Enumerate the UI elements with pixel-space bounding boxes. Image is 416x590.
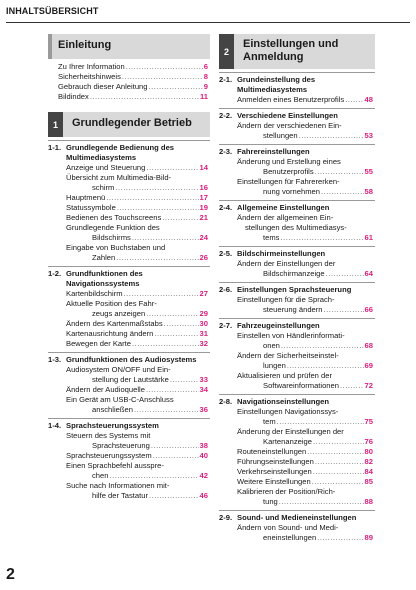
subsection-text: Sprachsteuerungssystem [66, 421, 159, 430]
subsection-number: 2-9. [219, 513, 233, 522]
entry-page: 76 [364, 437, 373, 446]
entry-text: stellungen des Multimediasys- [245, 223, 347, 232]
dot-leader [164, 319, 199, 329]
entry-page: 9 [203, 82, 208, 91]
toc-entry[interactable] [48, 193, 210, 203]
toc-entry[interactable] [219, 157, 375, 177]
entry-text: Führungseinstellungen [237, 457, 314, 466]
entry-page: 36 [199, 405, 208, 414]
dot-leader [317, 533, 363, 543]
entry-text: Ändern des Kartenmaßstabs [66, 319, 163, 328]
toc-subsection [219, 144, 375, 197]
entry-page: 24 [199, 233, 208, 242]
entry-text: Softwareinformationen [263, 381, 339, 390]
toc-entry[interactable] [219, 487, 375, 507]
subsection-title[interactable] [219, 108, 375, 121]
toc-subsection [219, 200, 375, 243]
subsection-title[interactable] [219, 510, 375, 523]
right-column [219, 34, 375, 543]
toc-entry[interactable] [219, 427, 375, 447]
entry-text: Änderung und Erstellung eines [237, 157, 341, 166]
entry-page: 29 [199, 309, 208, 318]
entry-page: 30 [199, 319, 208, 328]
subsection-title[interactable] [219, 246, 375, 259]
dot-leader [313, 437, 364, 447]
entry-text: Anzeige und Steuerung [66, 163, 146, 172]
dot-leader [149, 82, 203, 92]
toc-entry[interactable] [48, 62, 210, 72]
subsection-title[interactable] [48, 352, 210, 365]
toc-entry[interactable] [48, 431, 210, 451]
entry-text: Zahlen [92, 253, 116, 262]
subsection-text: Fahrzeugeinstellungen [237, 321, 320, 330]
toc-entry[interactable] [48, 163, 210, 173]
toc-entry[interactable] [219, 295, 375, 315]
entry-page: 66 [364, 305, 373, 314]
subsection-number: 2-1. [219, 75, 233, 84]
entry-text: Einen Sprachbefehl ausspre- [66, 461, 164, 470]
entry-page: 88 [364, 497, 373, 506]
subsection-text: Navigationseinstellungen [237, 397, 329, 406]
entry-page: 38 [199, 441, 208, 450]
toc-entry[interactable] [48, 72, 210, 82]
entry-text: Benutzerprofils [263, 167, 314, 176]
entry-text: Anmelden eines Benutzerprofils [237, 95, 345, 104]
toc-entry[interactable] [48, 481, 210, 501]
toc-entry[interactable] [48, 289, 210, 299]
page-number: 2 [6, 566, 15, 583]
entry-page: 17 [199, 193, 208, 202]
subsection-number: 2-3. [219, 147, 233, 156]
subsection-text: Grundfunktionen des Navigationssystems [66, 269, 143, 288]
entry-text: chen [92, 471, 109, 480]
entry-page: 8 [203, 72, 208, 81]
entry-page: 53 [364, 131, 373, 140]
toc-subsection [219, 72, 375, 105]
entry-text: nung vornehmen [263, 187, 320, 196]
subsection-text: Einstellungen Sprachsteuerung [237, 285, 352, 294]
entry-page: 68 [364, 341, 373, 350]
dot-leader [134, 405, 199, 415]
entry-page: 19 [199, 203, 208, 212]
entry-text: Ändern von Sound- und Medi- [237, 523, 339, 532]
entry-page: 58 [364, 187, 373, 196]
entry-page: 75 [364, 417, 373, 426]
entry-text: Übersicht zum Multimedia-Bild- [66, 173, 172, 182]
section-einleitung-header[interactable] [48, 34, 210, 59]
entry-page: 84 [364, 467, 373, 476]
subsection-number: 1-3. [48, 355, 62, 364]
toc-entry[interactable] [48, 451, 210, 461]
entry-text: Einstellungen für Fahrererken- [237, 177, 340, 186]
entry-text: tem [263, 417, 276, 426]
toc-subsection [219, 394, 375, 507]
subsection-title[interactable] [219, 394, 375, 407]
dot-leader [170, 375, 199, 385]
toc-entry[interactable] [219, 213, 375, 243]
entry-page: 33 [199, 375, 208, 384]
subsection-title[interactable] [219, 72, 375, 95]
toc-entry[interactable] [219, 477, 375, 487]
entry-text: Einstellungen Navigationssys- [237, 407, 339, 416]
toc-entry[interactable] [48, 92, 210, 102]
subsection-text: Allgemeine Einstellungen [237, 203, 330, 212]
dot-leader [321, 187, 364, 197]
subsection-number: 2-4. [219, 203, 233, 212]
section-einstellungen-header[interactable] [219, 34, 375, 69]
subsection-title[interactable] [219, 200, 375, 213]
entry-text: Änderung der Einstellungen der [237, 427, 344, 436]
dot-leader [315, 167, 364, 177]
dot-leader [90, 92, 199, 102]
section-stripe [48, 34, 52, 59]
entry-text: Aktualisieren und prüfen der [237, 371, 332, 380]
subsection-text: Bildschirmeinstellungen [237, 249, 326, 258]
toc-entry[interactable] [219, 457, 375, 467]
toc-entry[interactable] [219, 177, 375, 197]
entry-page: 14 [199, 163, 208, 172]
dot-leader [307, 447, 363, 457]
entry-text: Statussymbole [66, 203, 116, 212]
toc-entry[interactable] [219, 467, 375, 477]
entry-text: Sprachsteuerung [92, 441, 150, 450]
entry-page: 85 [364, 477, 373, 486]
subsection-text: Grundfunktionen des Audiosystems [66, 355, 197, 364]
einleitung-list [48, 62, 210, 102]
entry-text: Kartenausrichtung ändern [66, 329, 154, 338]
dot-leader [345, 95, 363, 105]
subsection-title[interactable] [48, 418, 210, 431]
entry-text: Hauptmenü [66, 193, 106, 202]
dot-leader [324, 305, 364, 315]
toc-subsection [48, 418, 210, 501]
dot-leader [312, 477, 364, 487]
subsection-text: Fahrereinstellungen [237, 147, 310, 156]
section-title: Grundlegender Betrieb [72, 117, 192, 129]
toc-entry[interactable] [48, 339, 210, 349]
toc-entry[interactable] [48, 203, 210, 213]
subsection-title[interactable] [219, 282, 375, 295]
entry-page: 6 [203, 62, 208, 71]
dot-leader [132, 233, 199, 243]
entry-text: stellung der Lautstärke [92, 375, 169, 384]
dot-leader [109, 471, 198, 481]
entry-text: Suche nach Informationen mit- [66, 481, 170, 490]
left-column [48, 34, 210, 501]
betrieb-list [48, 140, 210, 501]
entry-page: 42 [199, 471, 208, 480]
entry-text: anschließen [92, 405, 133, 414]
entry-text: Ändern der Audioquelle [66, 385, 145, 394]
toc-entry[interactable] [219, 523, 375, 543]
toc-entry[interactable] [48, 329, 210, 339]
entry-page: 11 [199, 92, 208, 101]
entry-text: Weitere Einstellungen [237, 477, 311, 486]
toc-subsection [48, 352, 210, 415]
entry-page: 46 [199, 491, 208, 500]
subsection-number: 2-5. [219, 249, 233, 258]
dot-leader [326, 269, 364, 279]
entry-page: 40 [199, 451, 208, 460]
toc-entry[interactable] [219, 407, 375, 427]
entry-page: 32 [199, 339, 208, 348]
entry-text: Audiosystem ON/OFF und Ein- [66, 365, 171, 374]
page-header: INHALTSÜBERSICHT [6, 6, 99, 16]
entry-text: Sprachsteuerungssystem [66, 451, 152, 460]
dot-leader [287, 361, 364, 371]
dot-leader [313, 467, 364, 477]
entry-page: 27 [199, 289, 208, 298]
dot-leader [149, 491, 199, 501]
dot-leader [154, 329, 198, 339]
entry-text: eneinstellungen [263, 533, 317, 542]
toc-subsection [48, 140, 210, 263]
entry-text: onen [263, 341, 280, 350]
toc-subsection [219, 282, 375, 315]
chapter-tab: 2 [219, 34, 234, 69]
entry-text: Bildindex [58, 92, 89, 101]
entry-text: Ändern der Einstellungen der [237, 259, 336, 268]
dot-leader [340, 381, 364, 391]
entry-text: Grundlegende Funktion des [66, 223, 160, 232]
dot-leader [279, 497, 364, 507]
entry-text: Eingabe von Buchstaben und [66, 243, 166, 252]
entry-text: tung [263, 497, 278, 506]
dot-leader [146, 163, 198, 173]
entry-text: Bedienen des Touchscreens [66, 213, 162, 222]
header-rule [6, 22, 410, 23]
subsection-number: 1-2. [48, 269, 62, 278]
entry-page: 48 [364, 95, 373, 104]
subsection-number: 2-6. [219, 285, 233, 294]
toc-entry[interactable] [219, 95, 375, 105]
chapter-tab: 1 [48, 112, 63, 137]
dot-leader [126, 62, 203, 72]
subsection-number: 2-8. [219, 397, 233, 406]
dot-leader [162, 213, 198, 223]
entry-text: lungen [263, 361, 286, 370]
subsection-title[interactable] [48, 140, 210, 163]
entry-page: 34 [199, 385, 208, 394]
entry-text: Aktuelle Position des Fahr- [66, 299, 157, 308]
dot-leader [146, 385, 199, 395]
entry-page: 89 [364, 533, 373, 542]
dot-leader [299, 131, 364, 141]
toc-entry[interactable] [219, 447, 375, 457]
entry-text: Verkehrseinstellungen [237, 467, 312, 476]
entry-text: Ändern der verschiedenen Ein- [237, 121, 342, 130]
subsection-text: Verschiedene Einstellungen [237, 111, 338, 120]
entry-page: 64 [364, 269, 373, 278]
toc-entry[interactable] [48, 173, 210, 193]
toc-subsection [48, 266, 210, 349]
entry-text: Routeneinstellungen [237, 447, 307, 456]
entry-text: Steuern des Systems mit [66, 431, 151, 440]
toc-entry[interactable] [48, 395, 210, 415]
subsection-number: 1-1. [48, 143, 62, 152]
entry-text: Kartenbildschirm [66, 289, 123, 298]
entry-text: Bildschirms [92, 233, 131, 242]
entry-text: Bildschirmanzeige [263, 269, 325, 278]
subsection-text: Grundeinstellung des Multimediasystems [237, 75, 316, 94]
entry-text: Gebrauch dieser Anleitung [58, 82, 148, 91]
entry-text: steuerung ändern [263, 305, 323, 314]
section-title: Einleitung [58, 39, 112, 51]
toc-entry[interactable] [48, 243, 210, 263]
section-title: Einstellungen und Anmeldung [243, 38, 339, 63]
dot-leader [315, 457, 364, 467]
dot-leader [280, 233, 363, 243]
entry-text: Einstellungen für die Sprach- [237, 295, 335, 304]
toc-entry[interactable] [48, 319, 210, 329]
entry-text: Kalibrieren der Position/Rich- [237, 487, 336, 496]
entry-page: 82 [364, 457, 373, 466]
entry-page: 72 [364, 381, 373, 390]
toc-subsection [219, 510, 375, 543]
toc-subsection [219, 108, 375, 141]
entry-text: Zu Ihrer Information [58, 62, 125, 71]
entry-text: Einstellen von Händlerinformati- [237, 331, 345, 340]
section-betrieb-header[interactable] [48, 112, 210, 137]
entry-page: 61 [364, 233, 373, 242]
entry-page: 55 [364, 167, 373, 176]
toc-entry[interactable] [48, 365, 210, 385]
entry-page: 69 [364, 361, 373, 370]
toc-entry[interactable] [219, 259, 375, 279]
dot-leader [124, 289, 199, 299]
dot-leader [151, 441, 199, 451]
toc-subsection [219, 318, 375, 391]
subsection-title[interactable] [219, 144, 375, 157]
dot-leader [153, 451, 199, 461]
entry-text: zeugs anzeigen [92, 309, 146, 318]
entry-page: 26 [199, 253, 208, 262]
dot-leader [106, 193, 198, 203]
entry-text: Kartenanzeige [263, 437, 312, 446]
entry-text: Bewegen der Karte [66, 339, 132, 348]
entry-text: stellungen [263, 131, 298, 140]
toc-entry[interactable] [48, 299, 210, 319]
entry-text: Ändern der allgemeinen Ein- [237, 213, 334, 222]
entry-text: hilfe der Tastatur [92, 491, 148, 500]
dot-leader [146, 309, 198, 319]
toc-entry[interactable] [219, 331, 375, 351]
toc-entry[interactable] [48, 461, 210, 481]
entry-text: Ändern der Sicherheitseinstel- [237, 351, 339, 360]
entry-text: tems [263, 233, 280, 242]
dot-leader [117, 203, 199, 213]
entry-page: 80 [364, 447, 373, 456]
subsection-number: 2-7. [219, 321, 233, 330]
subsection-number: 1-4. [48, 421, 62, 430]
toc-entry[interactable] [219, 371, 375, 391]
subsection-title[interactable] [48, 266, 210, 289]
dot-leader [132, 339, 199, 349]
dot-leader [122, 72, 203, 82]
subsection-text: Sound- und Medieneinstellungen [237, 513, 357, 522]
dot-leader [115, 183, 198, 193]
entry-page: 21 [199, 213, 208, 222]
dot-leader [281, 341, 364, 351]
dot-leader [116, 253, 198, 263]
dot-leader [277, 417, 364, 427]
toc-subsection [219, 246, 375, 279]
toc-entry[interactable] [48, 385, 210, 395]
toc-entry[interactable] [219, 121, 375, 141]
toc-entry[interactable] [48, 82, 210, 92]
toc-entry[interactable] [48, 213, 210, 223]
toc-entry[interactable] [219, 351, 375, 371]
entry-page: 31 [199, 329, 208, 338]
entry-page: 16 [199, 183, 208, 192]
entry-text: Sicherheitshinweis [58, 72, 121, 81]
subsection-title[interactable] [219, 318, 375, 331]
subsection-number: 2-2. [219, 111, 233, 120]
entry-text: schirm [92, 183, 115, 192]
subsection-text: Grundlegende Bedienung des Multimediasystems [66, 143, 175, 162]
einstellungen-list [219, 72, 375, 543]
toc-entry[interactable] [48, 223, 210, 243]
entry-text: Ein Gerät am USB-C-Anschluss [66, 395, 174, 404]
